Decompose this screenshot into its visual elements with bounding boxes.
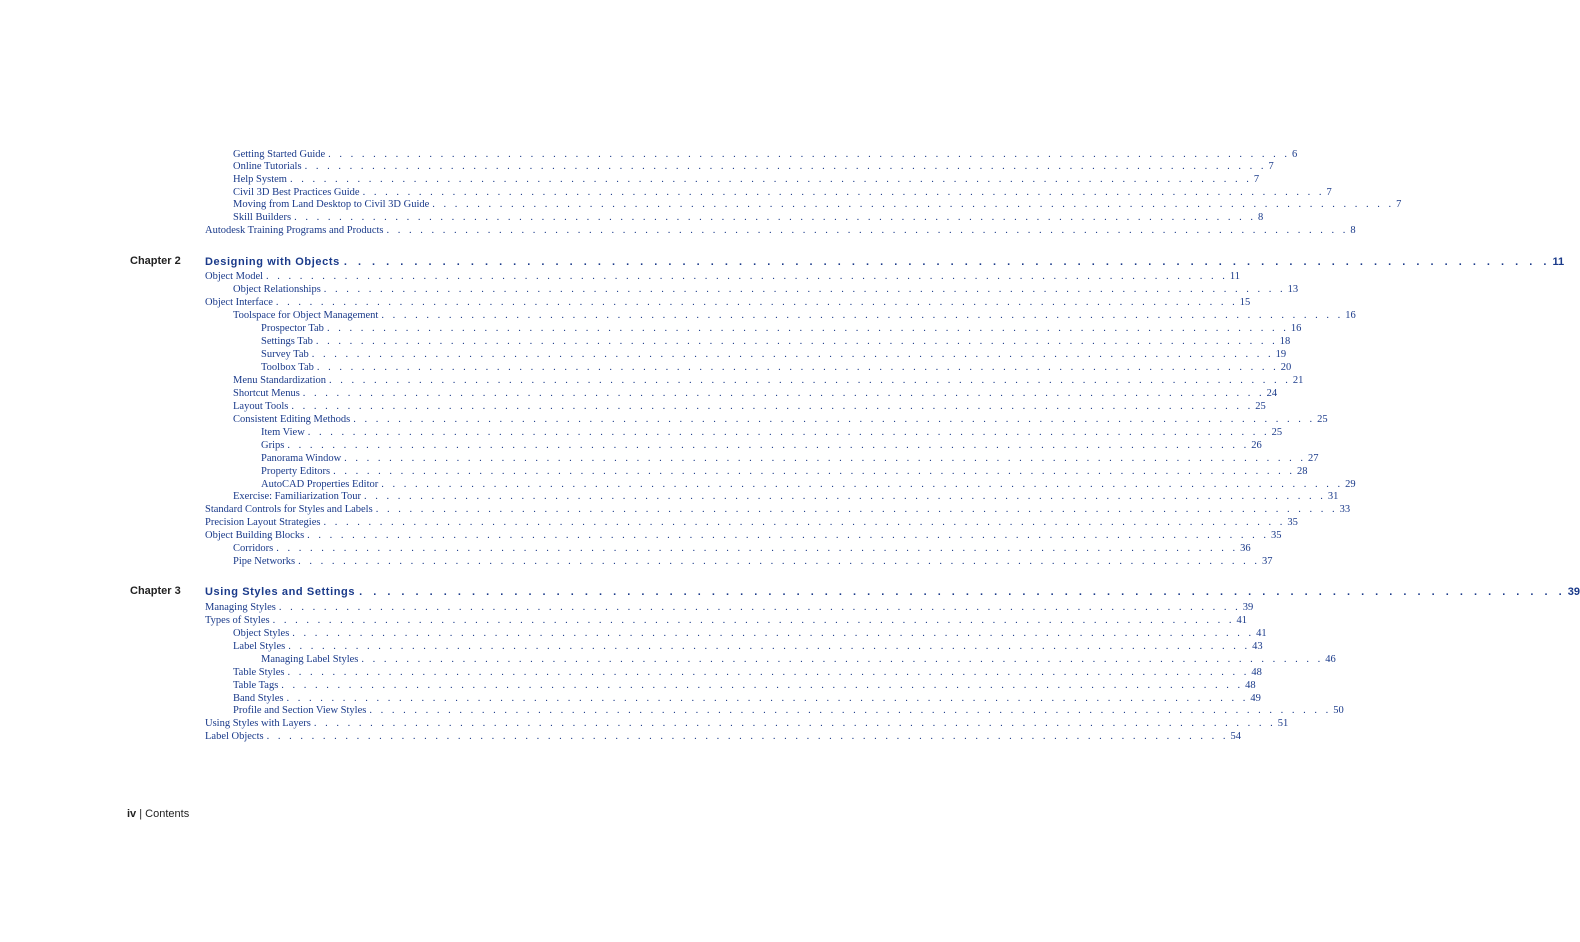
toc-entry-page: 49 <box>1250 693 1261 704</box>
dot-leader: . . . . . . . . . . . . . . . . . . . . . . . . . . . . . . . . . . . . . . . . . . . . . . . . . . . . . . . . . . . . . . . . . . . . . . . . . . . . . . . . . . . . . . <box>289 174 1252 185</box>
dot-leader: . . . . . . . . . . . . . . . . . . . . . . . . . . . . . . . . . . . . . . . . . . . . . . . . . . . . . . . . . . . . . . . . . . . . . . . . . . . . . . . . . . . . . . <box>323 517 1286 528</box>
toc-entry-title: Object Relationships <box>233 284 321 295</box>
toc-entry-page: 13 <box>1287 284 1299 295</box>
toc-entry-page: 36 <box>1240 543 1251 554</box>
dot-leader: . . . . . . . . . . . . . . . . . . . . . . . . . . . . . . . . . . . . . . . . . . . . . . . . . . . . . . . . . . . . . . . . . . . . . . . . . . . . . . . . . . . . . . <box>288 641 1251 652</box>
toc-entry-title: Getting Started Guide <box>233 149 326 160</box>
toc-entry-title: Civil 3D Best Practices Guide <box>233 187 360 198</box>
toc-entry-title: Toolbox Tab <box>261 362 314 373</box>
toc-entry-title: Autodesk Training Programs and Products <box>205 225 384 236</box>
toc-entry-title: Using Styles with Layers <box>205 718 311 729</box>
toc-entry-title: Skill Builders <box>233 212 292 223</box>
toc-entry-page: 33 <box>1339 504 1351 515</box>
toc-entry-page: 43 <box>1252 641 1263 652</box>
toc-entry-title: Object Interface <box>205 297 273 308</box>
toc-entry-page: 11 <box>1229 271 1241 282</box>
toc-entry-title: Pipe Networks <box>233 556 296 567</box>
toc-entry-title: Table Styles <box>233 667 285 678</box>
dot-leader: . . . . . . . . . . . . . . . . . . . . . . . . . . . . . . . . . . . . . . . . . . . . . . . . . . . . . . . . . . . . . . . . . . . . . . . . . . . . . . . . . . . . . . <box>307 427 1270 438</box>
toc-entry[interactable] <box>205 225 1356 237</box>
toc-entry-title: Shortcut Menus <box>233 388 300 399</box>
dot-leader: . . . . . . . . . . . . . . . . . . . . . . . . . . . . . . . . . . . . . . . . . . . . . . . . . . . . . . . . . . . . . . . . . . . . . . . . . . . . . . . . . . . . . . <box>302 388 1265 399</box>
toc-entry-page: 19 <box>1275 349 1287 360</box>
dot-leader: . . . . . . . . . . . . . . . . . . . . . . . . . . . . . . . . . . . . . . . . . . . . . . . . . . . . . . . . . . . . . . . . . . . . . . . . . . . . . . . . . . . . . . <box>328 149 1291 160</box>
toc-entry-page: 41 <box>1236 615 1247 626</box>
dot-leader: . . . . . . . . . . . . . . . . . . . . . . . . . . . . . . . . . . . . . . . . . . . . . . . . . . . . . . . . . . . . . . . . . . . . . . . . . . . . . . . . . . . . . . <box>363 491 1326 502</box>
chapter-heading[interactable] <box>205 255 1565 269</box>
toc-entry-title: Profile and Section View Styles <box>233 705 367 716</box>
footer-page-number: iv <box>127 808 137 820</box>
dot-leader: . . . . . . . . . . . . . . . . . . . . . . . . . . . . . . . . . . . . . . . . . . . . . . . . . . . . . . . . . . . . . . . . . . . . . . . . . . . . . . . . . . . . . . <box>276 543 1239 554</box>
toc-entry[interactable] <box>205 504 1351 516</box>
toc-entry[interactable] <box>261 362 1292 374</box>
toc-entry[interactable] <box>233 680 1256 692</box>
dot-leader: . . . . . . . . . . . . . . . . . . . . . . . . . . . . . . . . . . . . . . . . . . . . . . . . . . . . . . . . . . . . . . . . . . . . . . . . . . . . . . . . . . . . . . <box>311 349 1274 360</box>
chapter-page: 39 <box>1567 586 1580 598</box>
toc-entry[interactable] <box>233 556 1273 568</box>
toc-entry-title: Menu Standardization <box>233 375 327 386</box>
toc-entry-page: 15 <box>1239 297 1251 308</box>
toc-entry[interactable] <box>233 149 1298 161</box>
toc-entry[interactable] <box>233 174 1260 186</box>
dot-leader: . . . . . . . . . . . . . . . . . . . . . . . . . . . . . . . . . . . . . . . . . . . . . . . . . . . . . . . . . . . . . . . . . . . . . . . . . . . . . . . . . . . . . . <box>323 284 1286 295</box>
toc-entry[interactable] <box>261 440 1262 452</box>
toc-entry-page: 25 <box>1317 414 1328 425</box>
toc-entry[interactable] <box>205 718 1289 730</box>
dot-leader: . . . . . . . . . . . . . . . . . . . . . . . . . . . . . . . . . . . . . . . . . . . . . . . . . . . . . . . . . . . . . . . . . . . . . . . . . . . . . . . . . . . . . . <box>381 310 1344 321</box>
toc-entry-page: 46 <box>1325 654 1336 665</box>
toc-entry[interactable] <box>233 641 1263 653</box>
toc-entry-title: Managing Label Styles <box>261 654 359 665</box>
toc-entry[interactable] <box>205 602 1254 614</box>
toc-entry-title: Precision Layout Strategies <box>205 517 321 528</box>
toc-entry-title: Table Tags <box>233 680 279 691</box>
footer-section-name: Contents <box>145 808 190 820</box>
toc-entry-title: Grips <box>261 440 285 451</box>
chapter-heading[interactable] <box>205 585 1580 599</box>
page-footer <box>127 808 189 820</box>
toc-entry-page: 25 <box>1255 401 1266 412</box>
chapter-title: Designing with Objects <box>205 256 340 268</box>
toc-entry-title: Item View <box>261 427 305 438</box>
toc-entry-page: 7 <box>1253 174 1260 185</box>
dot-leader: . . . . . . . . . . . . . . . . . . . . . . . . . . . . . . . . . . . . . . . . . . . . . . . . . . . . . . . . . . . . . . . . . . . . . . . . . . . . . . . . . . . . . . <box>381 479 1344 490</box>
toc-entry-title: Object Styles <box>233 628 290 639</box>
dot-leader: . . . . . . . . . . . . . . . . . . . . . . . . . . . . . . . . . . . . . . . . . . . . . . . . . . . . . . . . . . . . . . . . . . . . . . . . . . . . . . . . . . . . . . <box>432 199 1395 210</box>
toc-entry[interactable] <box>261 427 1283 439</box>
chapter-title: Using Styles and Settings <box>205 586 356 598</box>
dot-leader: . . . . . . . . . . . . . . . . . . . . . . . . . . . . . . . . . . . . . . . . . . . . . . . . . . . . . . . . . . . . . . . . . . . . . . . . . . . . . . . . . . . . . . <box>316 362 1279 373</box>
toc-entry-title: Layout Tools <box>233 401 289 412</box>
dot-leader: . . . . . . . . . . . . . . . . . . . . . . . . . . . . . . . . . . . . . . . . . . . . . . . . . . . . . . . . . . . . . . . . . . . . . . . . . . . . . . . . . . . . . . <box>298 556 1260 567</box>
toc-entry[interactable] <box>233 161 1274 173</box>
dot-leader: . . . . . . . . . . . . . . . . . . . . . . . . . . . . . . . . . . . . . . . . . . . . . . . . . . . . . . . . . . . . . . . . . . . . . . . . . . . . . . . . . . . . . . <box>266 271 1228 282</box>
toc-entry-title: Moving from Land Desktop to Civil 3D Guide <box>233 199 430 210</box>
dot-leader: . . . . . . . . . . . . . . . . . . . . . . . . . . . . . . . . . . . . . . . . . . . . . . . . . . . . . . . . . . . . . . . . . . . . . . . . . . . . . . . . . . . . . . <box>326 323 1289 334</box>
dot-leader: . . . . . . . . . . . . . . . . . . . . . . . . . . . . . . . . . . . . . . . . . . . . . . . . . . . . . . . . . . . . . . . . . . . . . . . . . . . . . . . . . . . . . . <box>287 440 1250 451</box>
toc-entry[interactable] <box>261 323 1302 335</box>
toc-entry-page: 50 <box>1333 705 1344 716</box>
toc-entry-page: 7 <box>1268 161 1274 172</box>
toc-entry-page: 31 <box>1327 491 1339 502</box>
toc-entry-page: 25 <box>1271 427 1283 438</box>
toc-entry[interactable] <box>205 731 1241 743</box>
dot-leader: . . . . . . . . . . . . . . . . . . . . . . . . . . . . . . . . . . . . . . . . . . . . . . . . . . . . . . . . . . . . . . . . . . . . . . . . . . . . . . . . . . . . . . <box>304 161 1267 172</box>
dot-leader: . . . . . . . . . . . . . . . . . . . . . . . . . . . . . . . . . . . . . . . . . . . . . . . . . . . . . . . . . . . . . . . . . . . . . . . . . . . . . . . . . . . . . . <box>386 225 1349 236</box>
dot-leader: . . . . . . . . . . . . . . . . . . . . . . . . . . . . . . . . . . . . . . . . . . . . . . . . . . . . . . . . . . . . . . . . . . . . . . . . . . . . . . . . . . . . . . <box>344 453 1307 464</box>
dot-leader: . . . . . . . . . . . . . . . . . . . . . . . . . . . . . . . . . . . . . . . . . . . . . . . . . . . . . . . . . . . . . . . . . . . . . . . . . . . . . . . . . . . . . . <box>343 256 1551 268</box>
dot-leader: . . . . . . . . . . . . . . . . . . . . . . . . . . . . . . . . . . . . . . . . . . . . . . . . . . . . . . . . . . . . . . . . . . . . . . . . . . . . . . . . . . . . . . <box>307 530 1270 541</box>
dot-leader: . . . . . . . . . . . . . . . . . . . . . . . . . . . . . . . . . . . . . . . . . . . . . . . . . . . . . . . . . . . . . . . . . . . . . . . . . . . . . . . . . . . . . . <box>292 628 1255 639</box>
toc-entry-page: 54 <box>1230 731 1241 742</box>
toc-entry-title: Help System <box>233 174 287 185</box>
toc-entry-title: Exercise: Familiarization Tour <box>233 491 361 502</box>
dot-leader: . . . . . . . . . . . . . . . . . . . . . . . . . . . . . . . . . . . . . . . . . . . . . . . . . . . . . . . . . . . . . . . . . . . . . . . . . . . . . . . . . . . . . . <box>362 187 1325 198</box>
toc-entry[interactable] <box>233 375 1304 387</box>
toc-entry-title: Prospector Tab <box>261 323 324 334</box>
dot-leader: . . . . . . . . . . . . . . . . . . . . . . . . . . . . . . . . . . . . . . . . . . . . . . . . . . . . . . . . . . . . . . . . . . . . . . . . . . . . . . . . . . . . . . <box>287 667 1250 678</box>
chapter-label: Chapter 2 <box>130 255 181 267</box>
toc-entry[interactable] <box>233 414 1328 426</box>
toc-entry[interactable] <box>261 479 1356 491</box>
toc-entry-title: Managing Styles <box>205 602 276 613</box>
toc-entry[interactable] <box>205 530 1282 542</box>
toc-entry-title: Band Styles <box>233 693 284 704</box>
toc-entry-page: 6 <box>1292 149 1298 160</box>
footer-separator: | <box>139 808 143 820</box>
toc-entry-page: 48 <box>1245 680 1256 691</box>
toc-entry[interactable] <box>233 310 1356 322</box>
dot-leader: . . . . . . . . . . . . . . . . . . . . . . . . . . . . . . . . . . . . . . . . . . . . . . . . . . . . . . . . . . . . . . . . . . . . . . . . . . . . . . . . . . . . . . <box>361 654 1324 665</box>
toc-entry-page: 35 <box>1271 530 1282 541</box>
toc-entry[interactable] <box>233 388 1278 400</box>
toc-entry-page: 48 <box>1251 667 1262 678</box>
toc-entry-title: Survey Tab <box>261 349 309 360</box>
toc-entry-title: Standard Controls for Styles and Labels <box>205 504 373 515</box>
dot-leader: . . . . . . . . . . . . . . . . . . . . . . . . . . . . . . . . . . . . . . . . . . . . . . . . . . . . . . . . . . . . . . . . . . . . . . . . . . . . . . . . . . . . . . <box>291 401 1254 412</box>
toc-entry-page: 39 <box>1242 602 1254 613</box>
toc-entry-title: Label Objects <box>205 731 264 742</box>
dot-leader: . . . . . . . . . . . . . . . . . . . . . . . . . . . . . . . . . . . . . . . . . . . . . . . . . . . . . . . . . . . . . . . . . . . . . . . . . . . . . . . . . . . . . . <box>294 212 1256 223</box>
dot-leader: . . . . . . . . . . . . . . . . . . . . . . . . . . . . . . . . . . . . . . . . . . . . . . . . . . . . . . . . . . . . . . . . . . . . . . . . . . . . . . . . . . . . . . <box>353 414 1316 425</box>
toc-entry-page: 7 <box>1326 187 1332 198</box>
toc-entry[interactable] <box>233 491 1339 503</box>
toc-entry[interactable] <box>233 628 1267 640</box>
dot-leader: . . . . . . . . . . . . . . . . . . . . . . . . . . . . . . . . . . . . . . . . . . . . . . . . . . . . . . . . . . . . . . . . . . . . . . . . . . . . . . . . . . . . . . <box>278 602 1241 613</box>
dot-leader: . . . . . . . . . . . . . . . . . . . . . . . . . . . . . . . . . . . . . . . . . . . . . . . . . . . . . . . . . . . . . . . . . . . . . . . . . . . . . . . . . . . . . . <box>333 466 1295 477</box>
dot-leader: . . . . . . . . . . . . . . . . . . . . . . . . . . . . . . . . . . . . . . . . . . . . . . . . . . . . . . . . . . . . . . . . . . . . . . . . . . . . . . . . . . . . . . <box>281 680 1244 691</box>
toc-entry-page: 41 <box>1256 628 1267 639</box>
toc-entry-title: Types of Styles <box>205 615 270 626</box>
toc-entry-page: 35 <box>1287 517 1298 528</box>
toc-entry[interactable] <box>261 466 1308 478</box>
toc-entry-page: 27 <box>1308 453 1319 464</box>
toc-entry-page: 18 <box>1279 336 1291 347</box>
toc-entry[interactable] <box>233 199 1402 211</box>
toc-entry-title: Settings Tab <box>261 336 313 347</box>
toc-entry[interactable] <box>233 543 1251 555</box>
toc-entry[interactable] <box>233 212 1264 224</box>
toc-entry-page: 8 <box>1350 225 1356 236</box>
toc-entry-page: 51 <box>1277 718 1289 729</box>
dot-leader: . . . . . . . . . . . . . . . . . . . . . . . . . . . . . . . . . . . . . . . . . . . . . . . . . . . . . . . . . . . . . . . . . . . . . . . . . . . . . . . . . . . . . . <box>286 693 1249 704</box>
dot-leader: . . . . . . . . . . . . . . . . . . . . . . . . . . . . . . . . . . . . . . . . . . . . . . . . . . . . . . . . . . . . . . . . . . . . . . . . . . . . . . . . . . . . . . <box>315 336 1278 347</box>
dot-leader: . . . . . . . . . . . . . . . . . . . . . . . . . . . . . . . . . . . . . . . . . . . . . . . . . . . . . . . . . . . . . . . . . . . . . . . . . . . . . . . . . . . . . . <box>369 705 1332 716</box>
toc-entry[interactable] <box>261 453 1319 465</box>
toc-entry-title: AutoCAD Properties Editor <box>261 479 379 490</box>
toc-entry-page: 29 <box>1345 479 1356 490</box>
toc-entry[interactable] <box>233 693 1261 705</box>
toc-entry-title: Consistent Editing Methods <box>233 414 351 425</box>
dot-leader: . . . . . . . . . . . . . . . . . . . . . . . . . . . . . . . . . . . . . . . . . . . . . . . . . . . . . . . . . . . . . . . . . . . . . . . . . . . . . . . . . . . . . . <box>313 718 1276 729</box>
dot-leader: . . . . . . . . . . . . . . . . . . . . . . . . . . . . . . . . . . . . . . . . . . . . . . . . . . . . . . . . . . . . . . . . . . . . . . . . . . . . . . . . . . . . . . <box>375 504 1338 515</box>
toc-entry-page: 37 <box>1262 556 1273 567</box>
dot-leader: . . . . . . . . . . . . . . . . . . . . . . . . . . . . . . . . . . . . . . . . . . . . . . . . . . . . . . . . . . . . . . . . . . . . . . . . . . . . . . . . . . . . . . <box>272 615 1235 626</box>
toc-entry-page: 28 <box>1297 466 1308 477</box>
toc-entry-page: 26 <box>1251 440 1262 451</box>
toc-entry[interactable] <box>205 517 1298 529</box>
toc-entry-title: Panorama Window <box>261 453 342 464</box>
toc-entry[interactable] <box>261 654 1336 666</box>
toc-entry[interactable] <box>233 187 1332 199</box>
toc-entry-page: 16 <box>1290 323 1302 334</box>
toc-entry-page: 21 <box>1292 375 1304 386</box>
toc-entry[interactable] <box>233 705 1344 717</box>
toc-entry[interactable] <box>233 667 1262 679</box>
toc-entry[interactable] <box>205 615 1247 627</box>
dot-leader: . . . . . . . . . . . . . . . . . . . . . . . . . . . . . . . . . . . . . . . . . . . . . . . . . . . . . . . . . . . . . . . . . . . . . . . . . . . . . . . . . . . . . . <box>266 731 1229 742</box>
toc-entry-page: 24 <box>1266 388 1278 399</box>
dot-leader: . . . . . . . . . . . . . . . . . . . . . . . . . . . . . . . . . . . . . . . . . . . . . . . . . . . . . . . . . . . . . . . . . . . . . . . . . . . . . . . . . . . . . . <box>275 297 1238 308</box>
dot-leader: . . . . . . . . . . . . . . . . . . . . . . . . . . . . . . . . . . . . . . . . . . . . . . . . . . . . . . . . . . . . . . . . . . . . . . . . . . . . . . . . . . . . . . <box>329 375 1291 386</box>
toc-entry[interactable] <box>261 349 1287 361</box>
toc-entry[interactable] <box>233 284 1299 296</box>
toc-entry-title: Corridors <box>233 543 274 554</box>
toc-entry-page: 16 <box>1345 310 1356 321</box>
toc-entry-title: Property Editors <box>261 466 331 477</box>
toc-entry[interactable] <box>233 401 1266 413</box>
toc-entry-title: Toolspace for Object Management <box>233 310 379 321</box>
toc-entry-title: Label Styles <box>233 641 286 652</box>
dot-leader: . . . . . . . . . . . . . . . . . . . . . . . . . . . . . . . . . . . . . . . . . . . . . . . . . . . . . . . . . . . . . . . . . . . . . . . . . . . . . . . . . . . . . . <box>359 586 1566 598</box>
chapter-label: Chapter 3 <box>130 585 181 597</box>
toc-entry-page: 8 <box>1257 212 1264 223</box>
chapter-page: 11 <box>1552 256 1565 268</box>
toc-entry[interactable] <box>205 297 1251 309</box>
toc-entry[interactable] <box>261 336 1291 348</box>
toc-entry-title: Object Building Blocks <box>205 530 305 541</box>
toc-entry-page: 7 <box>1396 199 1402 210</box>
toc-entry[interactable] <box>205 271 1241 283</box>
toc-entry-title: Online Tutorials <box>233 161 302 172</box>
toc-entry-page: 20 <box>1280 362 1292 373</box>
toc-entry-title: Object Model <box>205 271 264 282</box>
